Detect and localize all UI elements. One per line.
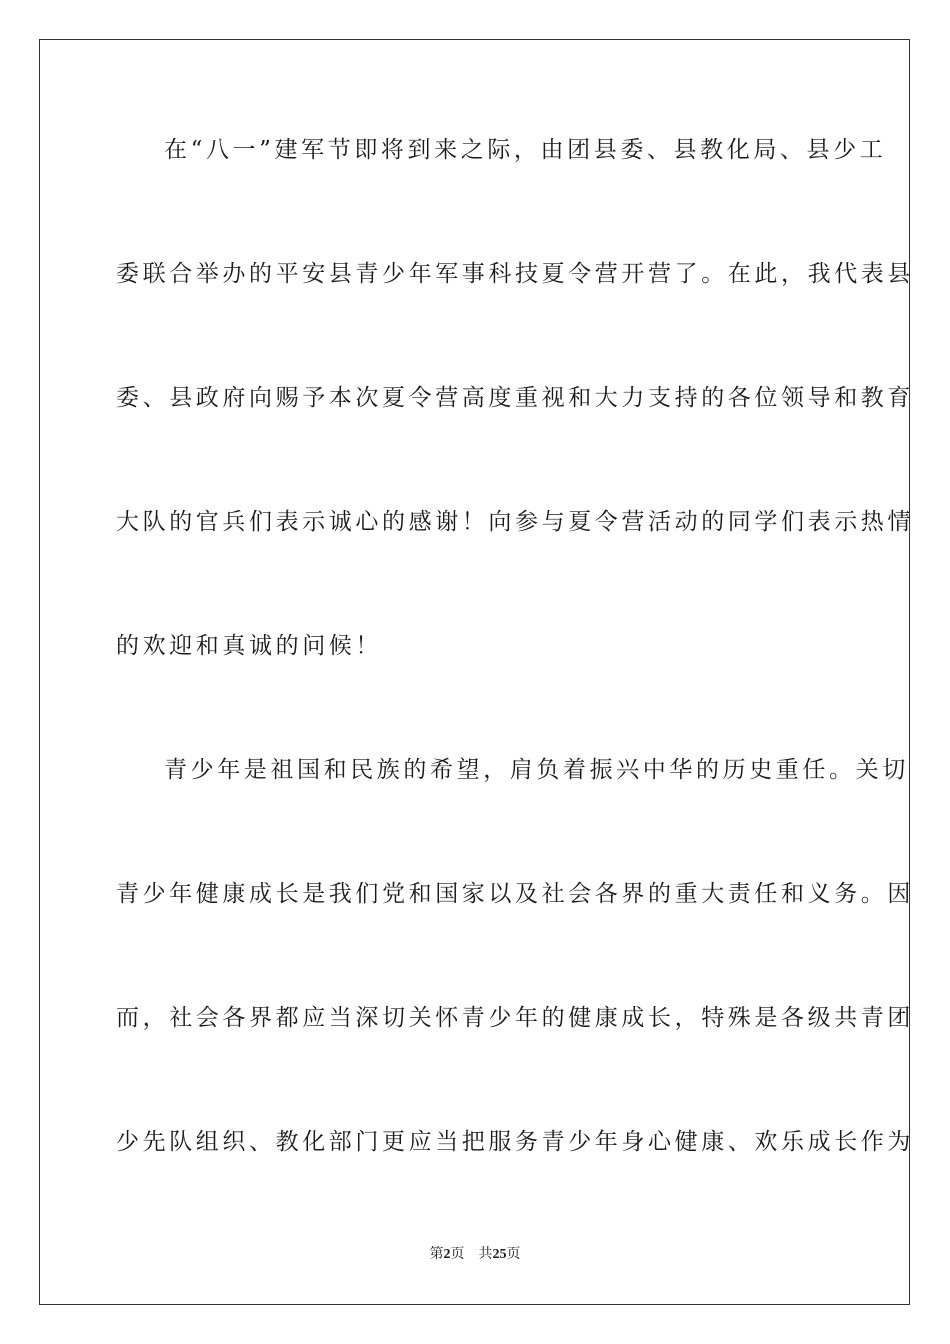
total-suffix: 页 bbox=[506, 1247, 521, 1262]
page-border bbox=[39, 39, 914, 1305]
page-footer bbox=[0, 1246, 950, 1264]
paragraph-1-line-3: 委、县政府向赐予本次夏令营高度重视和大力支持的各位领导和教育 bbox=[116, 385, 914, 411]
paragraph-1-line-5: 的欢迎和真诚的问候！ bbox=[116, 633, 382, 659]
page-suffix: 页 bbox=[450, 1247, 465, 1262]
paragraph-1-line-1: 在“八一”建军节即将到来之际，由团县委、县教化局、县少工 bbox=[164, 137, 887, 163]
total-prefix: 共 bbox=[478, 1247, 493, 1262]
paragraph-1-line-4: 大队的官兵们表示诚心的感谢！向参与夏令营活动的同学们表示热情 bbox=[116, 509, 914, 535]
paragraph-1-line-2: 委联合举办的平安县青少年军事科技夏令营开营了。在此，我代表县 bbox=[116, 261, 914, 287]
page-prefix: 第 bbox=[429, 1247, 444, 1262]
paragraph-2-line-1: 青少年是祖国和民族的希望，肩负着振兴中华的历史重任。关切 bbox=[164, 757, 909, 783]
page-number: 2 bbox=[443, 1247, 451, 1262]
paragraph-2-line-3: 而，社会各界都应当深切关怀青少年的健康成长，特殊是各级共青团 bbox=[116, 1005, 914, 1031]
paragraph-2-line-4: 少先队组织、教化部门更应当把服务青少年身心健康、欢乐成长作为 bbox=[116, 1129, 914, 1155]
paragraph-2-line-2: 青少年健康成长是我们党和国家以及社会各界的重大责任和义务。因 bbox=[116, 881, 914, 907]
total-pages: 25 bbox=[492, 1247, 507, 1262]
